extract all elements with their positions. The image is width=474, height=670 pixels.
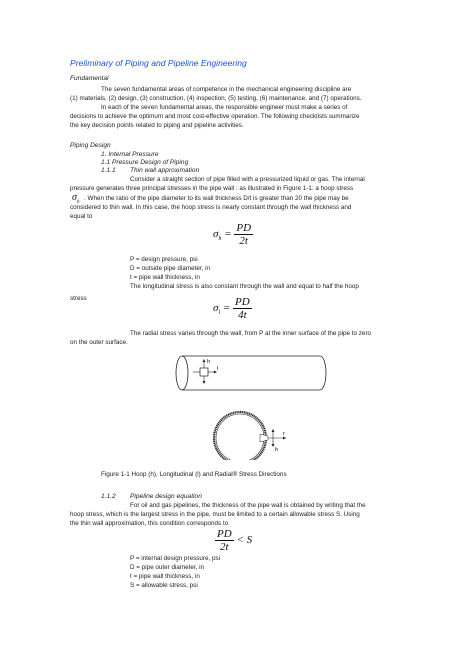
section-1-1-2-title: Pipeline design equation (130, 493, 202, 500)
outline-item-1-1: 1.1 Pressure Design of Piping (101, 159, 189, 166)
longitudinal-stress-equation: $\sigma_l$ = $\frac{PD}{4t}$ (213, 296, 250, 321)
pipeline-design-equation: $\frac{PD}{2t}$ < S (217, 528, 253, 553)
sigma-h-symbol: $\sigma_h$ (72, 192, 80, 205)
body-line: For oil and gas pipelines, the thickness of the pipe wall is obtained by writing that the (130, 502, 366, 509)
figure-label-l: l (217, 366, 219, 372)
body-line: on the outer surface. (70, 339, 128, 346)
section-1-1-2-number: 1.1.2 (101, 493, 116, 500)
pipe-cross-section (214, 412, 266, 460)
body-line: stress (70, 295, 87, 302)
fundamental-heading: Fundamental (70, 75, 109, 82)
body-line: The radial stress varies through the wall, from P at the inner surface of the pipe to zero (130, 330, 372, 337)
stress-element (200, 368, 208, 376)
figure-label-h: h (207, 359, 211, 365)
outline-item-1-1-1-title: Thin wall approximation (130, 167, 200, 174)
page-title: Preliminary of Piping and Pipeline Engineering (70, 58, 247, 68)
variable-definition: t = pipe wall thickness, in (130, 573, 200, 580)
stress-direction-figure (160, 350, 340, 460)
pipe-side-view (176, 356, 326, 390)
variable-definition: S = allowable stress, psi (130, 582, 198, 589)
fundamental-line: decisions to achieve the optimum and most cost-effective operation. The following checklists summarize (70, 113, 360, 120)
body-line: The longitudinal stress is also constant through the wall and equal to half the hoop (130, 283, 359, 290)
variable-definition: P = internal design pressure, psi (130, 555, 221, 562)
body-line: . When the ratio of the pipe diameter to its wall thickness D/t is greater than 20 the pipe may be (84, 195, 349, 202)
fundamental-line: the key decision points related to piping and pipeline activities. (70, 122, 244, 129)
figure-label-r: r (283, 431, 285, 437)
body-line: pressure generates three principal stresses in the pipe wall : as illustrated in Figure 1-1: a hoop stress (70, 185, 354, 192)
figure-label-h-cross: h (275, 447, 279, 453)
variable-definition: P = design pressure, psi (130, 256, 198, 263)
hoop-stress-equation: $\sigma_h$ = $\frac{PD}{2t}$ (213, 222, 252, 247)
variable-definition: D = pipe outer diameter, in (130, 564, 205, 571)
outline-item-1: 1. Internal Pressure (101, 151, 159, 158)
piping-design-heading: Piping Design (70, 142, 111, 149)
fundamental-line: (1) materials, (2) design, (3) construction, (4) inspection, (5) testing, (6) maintenance, and (7) operations. (70, 95, 362, 102)
body-line: equal to (70, 213, 93, 220)
body-line: considered to thin wall. In this case, the hoop stress is nearly constant through the wall thickness and (70, 204, 352, 211)
variable-definition: D = outside pipe diameter, in (130, 265, 210, 272)
fundamental-line: The seven fundamental areas of competence in the mechanical engineering discipline are (101, 86, 352, 93)
outline-item-1-1-1-number: 1.1.1 (101, 167, 116, 174)
variable-definition: t = pipe wall thickness, in (130, 274, 200, 281)
body-line: Consider a straight section of pipe filled with a pressurized liquid or gas. The internal (130, 176, 365, 183)
figure-caption: Figure 1-1 Hoop (h), Longitudinal (l) and Radial® Stress Directions (101, 471, 287, 478)
fundamental-line: In each of the seven fundamental areas, the responsible engineer must make a series of (101, 104, 348, 111)
body-line: the thin wall approximation, this condition corresponds to (70, 520, 229, 527)
body-line: hoop stress, which is the largest stress in the pipe, must be limited to a certain allowable stress S. Using (70, 511, 360, 518)
